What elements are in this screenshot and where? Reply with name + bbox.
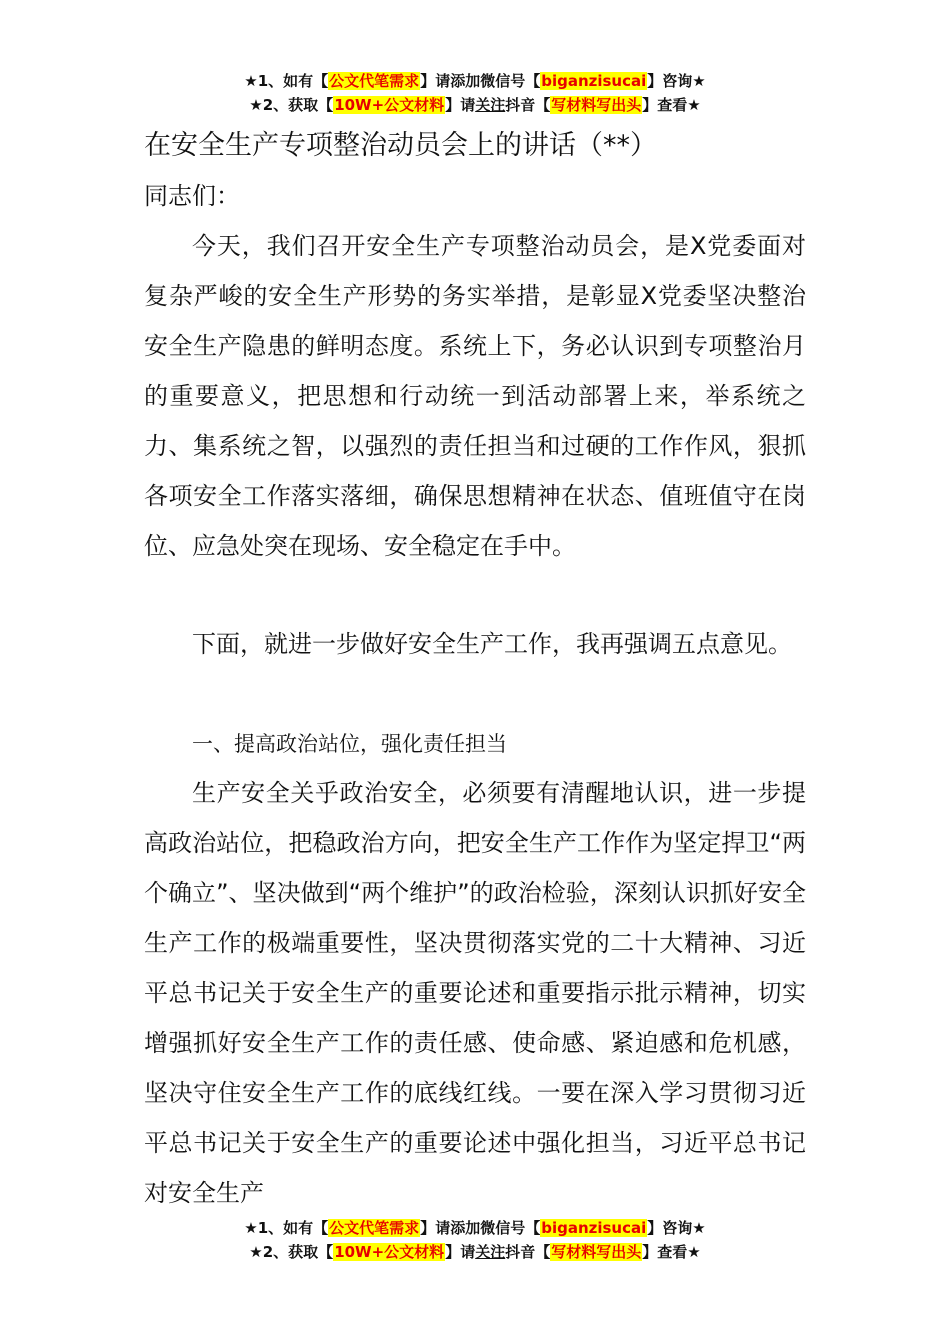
- salutation: 同志们：: [144, 182, 240, 210]
- ad-underline: 关注: [475, 96, 506, 114]
- ad-text: 抖音【: [505, 1243, 551, 1261]
- header-ad-line-1: [0, 70, 950, 92]
- ad-highlight-wechat-id: biganzisucai: [541, 1219, 647, 1237]
- ad-text: ★2、获取【: [249, 1243, 334, 1261]
- paragraph-section-1: 生产安全关乎政治安全，必须要有清醒地认识，进一步提高政治站位，把稳政治方向，把安全生产工作作为坚定捍卫“两个确立”、坚决做到“两个维护”的政治检验，深刻认识抓好安全生产工作的极端重要性，坚决贯彻落实党的二十大精神、习近平总书记关于安全生产的重要论述和重要指示批示精神，切实增强抓好安全生产工作的责任感、使命感、紧迫感和危机感，坚决守住安全生产工作的底线红线。一要在深入学习贯彻习近平总书记关于安全生产的重要论述中强化担当，习近平总书记对安全生产: [144, 779, 806, 1207]
- ad-text: 抖音【: [505, 96, 551, 114]
- ad-text: 】请: [445, 1243, 476, 1261]
- ad-highlight: 公文代笔需求: [329, 72, 420, 90]
- ad-highlight: 10W+公文材料: [334, 96, 445, 114]
- section-heading-1: 一、提高政治站位，强化责任担当: [192, 732, 507, 756]
- footer-ad-line-2: [0, 1241, 950, 1263]
- ad-text: ★2、获取【: [249, 96, 334, 114]
- paragraph-intro: 今天，我们召开安全生产专项整治动员会，是X党委面对复杂严峻的安全生产形势的务实举措，是彰显X党委坚决整治安全生产隐患的鲜明态度。系统上下，务必认识到专项整治月的重要意义，把思想和行动统一到活动部署上来，举系统之力、集系统之智，以强烈的责任担当和过硬的工作作风，狠抓各项安全工作落实落细，确保思想精神在状态、值班值守在岗位、应急处突在现场、安全稳定在手中。: [144, 232, 806, 560]
- ad-text: 】查看★: [642, 1243, 701, 1261]
- header-ad-line-2: [0, 94, 950, 116]
- ad-text: ★1、如有【: [244, 1219, 329, 1237]
- ad-text: 】咨询★: [647, 1219, 706, 1237]
- ad-highlight-wechat-id: biganzisucai: [541, 72, 647, 90]
- footer-ad-line-1: [0, 1217, 950, 1239]
- ad-text: 】咨询★: [647, 72, 706, 90]
- ad-highlight: 公文代笔需求: [329, 1219, 420, 1237]
- ad-underline: 关注: [475, 1243, 506, 1261]
- paragraph-outline: 下面，就进一步做好安全生产工作，我再强调五点意见。: [192, 630, 792, 658]
- ad-text: 】请: [445, 96, 476, 114]
- ad-text: 】查看★: [642, 96, 701, 114]
- ad-text: 】请添加微信号【: [420, 72, 541, 90]
- ad-highlight-douyin: 写材料写出头: [551, 1243, 642, 1261]
- ad-highlight-douyin: 写材料写出头: [551, 96, 642, 114]
- ad-highlight: 10W+公文材料: [334, 1243, 445, 1261]
- ad-text: 】请添加微信号【: [420, 1219, 541, 1237]
- ad-text: ★1、如有【: [244, 72, 329, 90]
- document-title: 在安全生产专项整治动员会上的讲话（**）: [144, 130, 657, 161]
